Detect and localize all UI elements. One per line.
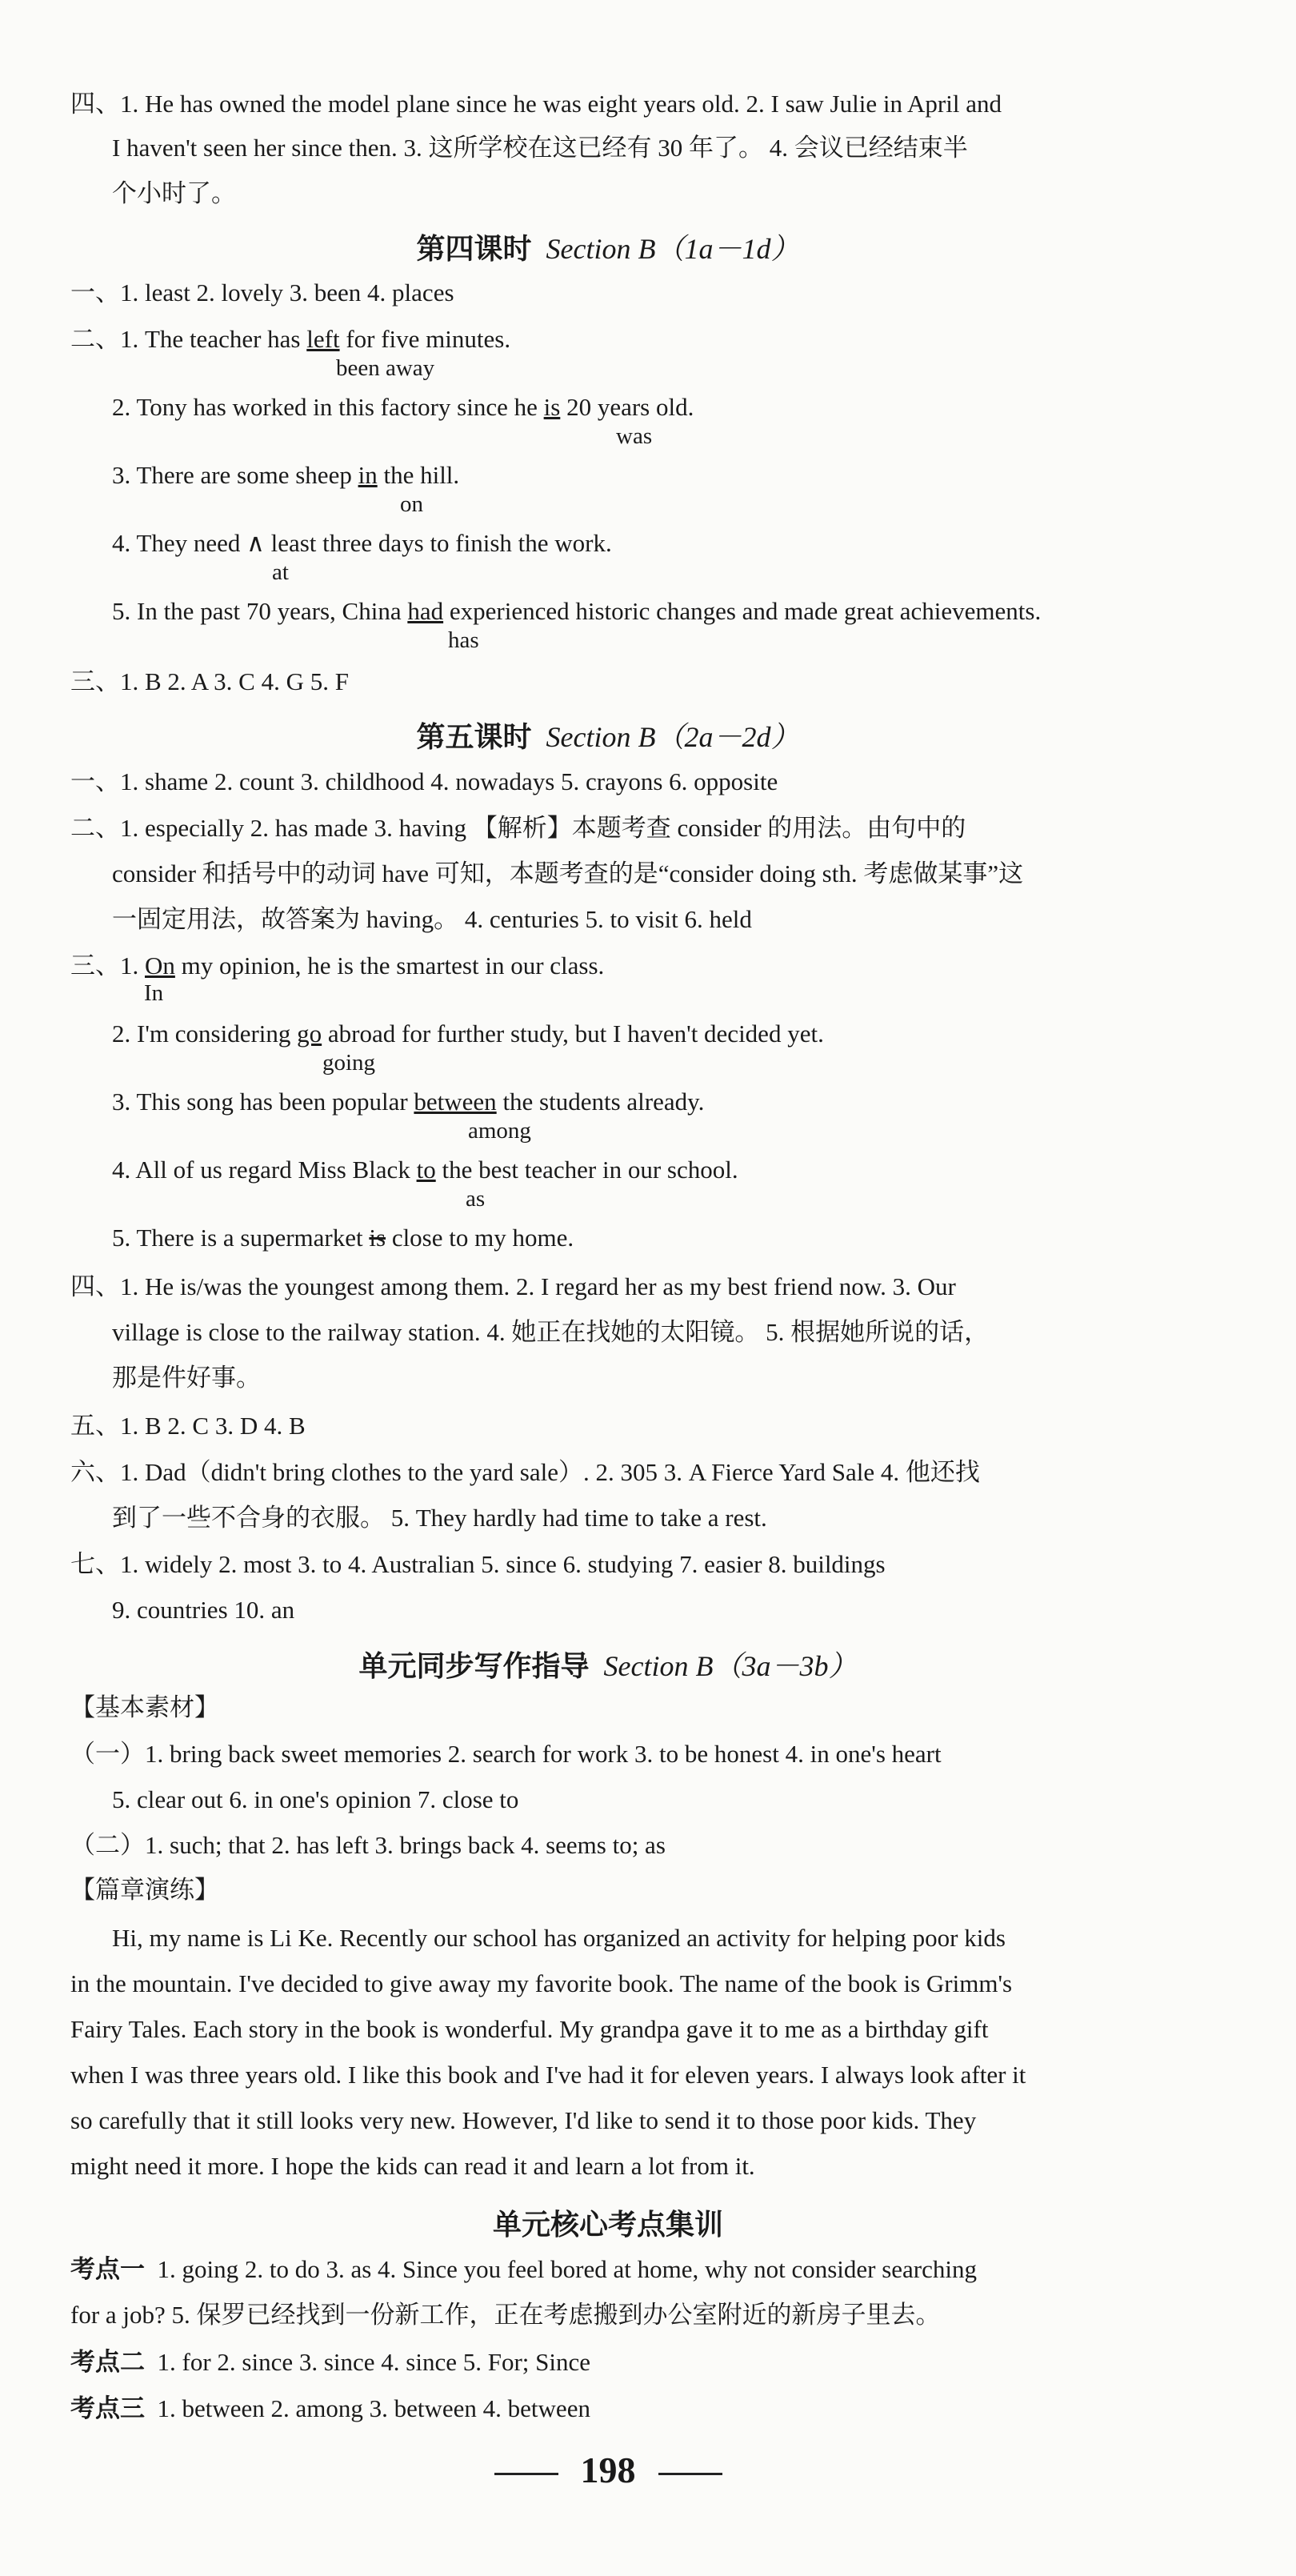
correction-word: In — [144, 980, 164, 1006]
correction-word: has — [448, 627, 479, 653]
correction-line: 4. All of us regard Miss Black to the best teacher in our school. — [112, 1156, 738, 1184]
answer-line: I haven't seen her since then. 3. 这所学校在这已经有 30 年了。 4. 会议已经结束半 — [112, 134, 968, 162]
correction-word: been away — [336, 355, 435, 381]
correction-word: at — [272, 559, 289, 585]
section-heading: 单元同步写作指导 Section B（3a－3b） — [358, 1650, 858, 1682]
essay-line: in the mountain. I've decided to give away my favorite book. The name of the book is Grimm's — [70, 1969, 1013, 1997]
correction-line: 3. There are some sheep in the hill. — [112, 461, 460, 489]
answer-line: 到了一些不合身的衣服。 5. They hardly had time to take a rest. — [112, 1504, 767, 1532]
answer-line: 那是件好事。 — [112, 1364, 261, 1392]
correction-line: 二、1. The teacher has left for five minutes. — [70, 325, 511, 353]
page-number: 198 — [0, 2449, 1216, 2491]
essay-line: when I was three years old. I like this book and I've had it for eleven years. I always look after it — [70, 2061, 1026, 2089]
answer-line: 5. clear out 6. in one's opinion 7. close to — [112, 1785, 519, 1813]
correction-line: 三、1. On my opinion, he is the smartest in our class. — [70, 951, 605, 980]
correction-line: 5. There is a supermarket is close to my home. — [112, 1224, 574, 1252]
correction-line: 3. This song has been popular between the students already. — [112, 1088, 705, 1116]
answer-line: （二）1. such; that 2. has left 3. brings back 4. seems to; as — [70, 1831, 666, 1859]
correction-line: 4. They need ∧ least three days to finish the work. — [112, 529, 612, 557]
answer-line: 五、1. B 2. C 3. D 4. B — [70, 1412, 306, 1440]
correction-line: 2. I'm considering go abroad for further study, but I haven't decided yet. — [112, 1020, 824, 1048]
correction-word: as — [466, 1186, 486, 1212]
section-heading: 第四课时 Section B（1a－1d） — [416, 233, 800, 265]
essay-line: Hi, my name is Li Ke. Recently our school has organized an activity for helping poor kids — [112, 1924, 1006, 1952]
subsection-label: 【篇章演练】 — [70, 1876, 219, 1904]
essay-line: Fairy Tales. Each story in the book is wonderful. My grandpa gave it to me as a birthday gift — [70, 2015, 989, 2043]
essay-line: so carefully that it still looks very new. However, I'd like to send it to those poor kids. They — [70, 2106, 977, 2134]
answer-line: 六、1. Dad（didn't bring clothes to the yard sale）. 2. 305 3. A Fierce Yard Sale 4. 他还找 — [70, 1458, 980, 1486]
answer-line: 三、1. B 2. A 3. C 4. G 5. F — [70, 667, 349, 695]
answer-line: 四、1. He is/was the youngest among them. 2. I regard her as my best friend now. 3. Our — [70, 1272, 956, 1300]
answer-line: 七、1. widely 2. most 3. to 4. Australian 5. since 6. studying 7. easier 8. buildings — [70, 1550, 886, 1578]
section-heading: 第五课时 Section B（2a－2d） — [416, 721, 800, 753]
correction-word: going — [322, 1050, 376, 1076]
answer-line: 四、1. He has owned the model plane since he was eight years old. 2. I saw Julie in April and — [70, 90, 1002, 118]
correction-line: 5. In the past 70 years, China had experienced historic changes and made great achievements. — [112, 597, 1042, 625]
section-heading: 单元核心考点集训 — [492, 2209, 723, 2241]
correction-word: was — [616, 423, 653, 449]
subsection-label: 【基本素材】 — [70, 1693, 219, 1721]
answer-line: village is close to the railway station. 4. 她正在找她的太阳镜。 5. 根据她所说的话， — [112, 1318, 990, 1346]
correction-word: among — [468, 1118, 531, 1144]
answer-line: 一、1. shame 2. count 3. childhood 4. nowadays 5. crayons 6. opposite — [70, 767, 778, 795]
answer-line: for a job? 5. 保罗已经找到一份新工作，正在考虑搬到办公室附近的新房子里去。 — [70, 2301, 941, 2329]
answer-line: 考点二 1. for 2. since 3. since 4. since 5. For; Since — [70, 2348, 591, 2376]
answer-line: 个小时了。 — [112, 179, 236, 207]
answer-line: （一）1. bring back sweet memories 2. search for work 3. to be honest 4. in one's heart — [70, 1740, 942, 1768]
essay-line: might need it more. I hope the kids can read it and learn a lot from it. — [70, 2152, 755, 2180]
answer-line: 二、1. especially 2. has made 3. having 【解析】本题考查 consider 的用法。由句中的 — [70, 814, 966, 842]
answer-line: consider 和括号中的动词 have 可知，本题考查的是“consider doing sth. 考虑做某事”这 — [112, 859, 1024, 887]
answer-line: 考点三 1. between 2. among 3. between 4. between — [70, 2394, 590, 2422]
correction-line: 2. Tony has worked in this factory since he is 20 years old. — [112, 393, 694, 421]
answer-line: 9. countries 10. an — [112, 1596, 295, 1624]
answer-line: 一、1. least 2. lovely 3. been 4. places — [70, 278, 454, 306]
answer-line: 考点一 1. going 2. to do 3. as 4. Since you feel bored at home, why not consider searching — [70, 2255, 977, 2283]
answer-line: 一固定用法，故答案为 having。 4. centuries 5. to visit 6. held — [112, 905, 752, 933]
correction-word: on — [400, 491, 423, 517]
